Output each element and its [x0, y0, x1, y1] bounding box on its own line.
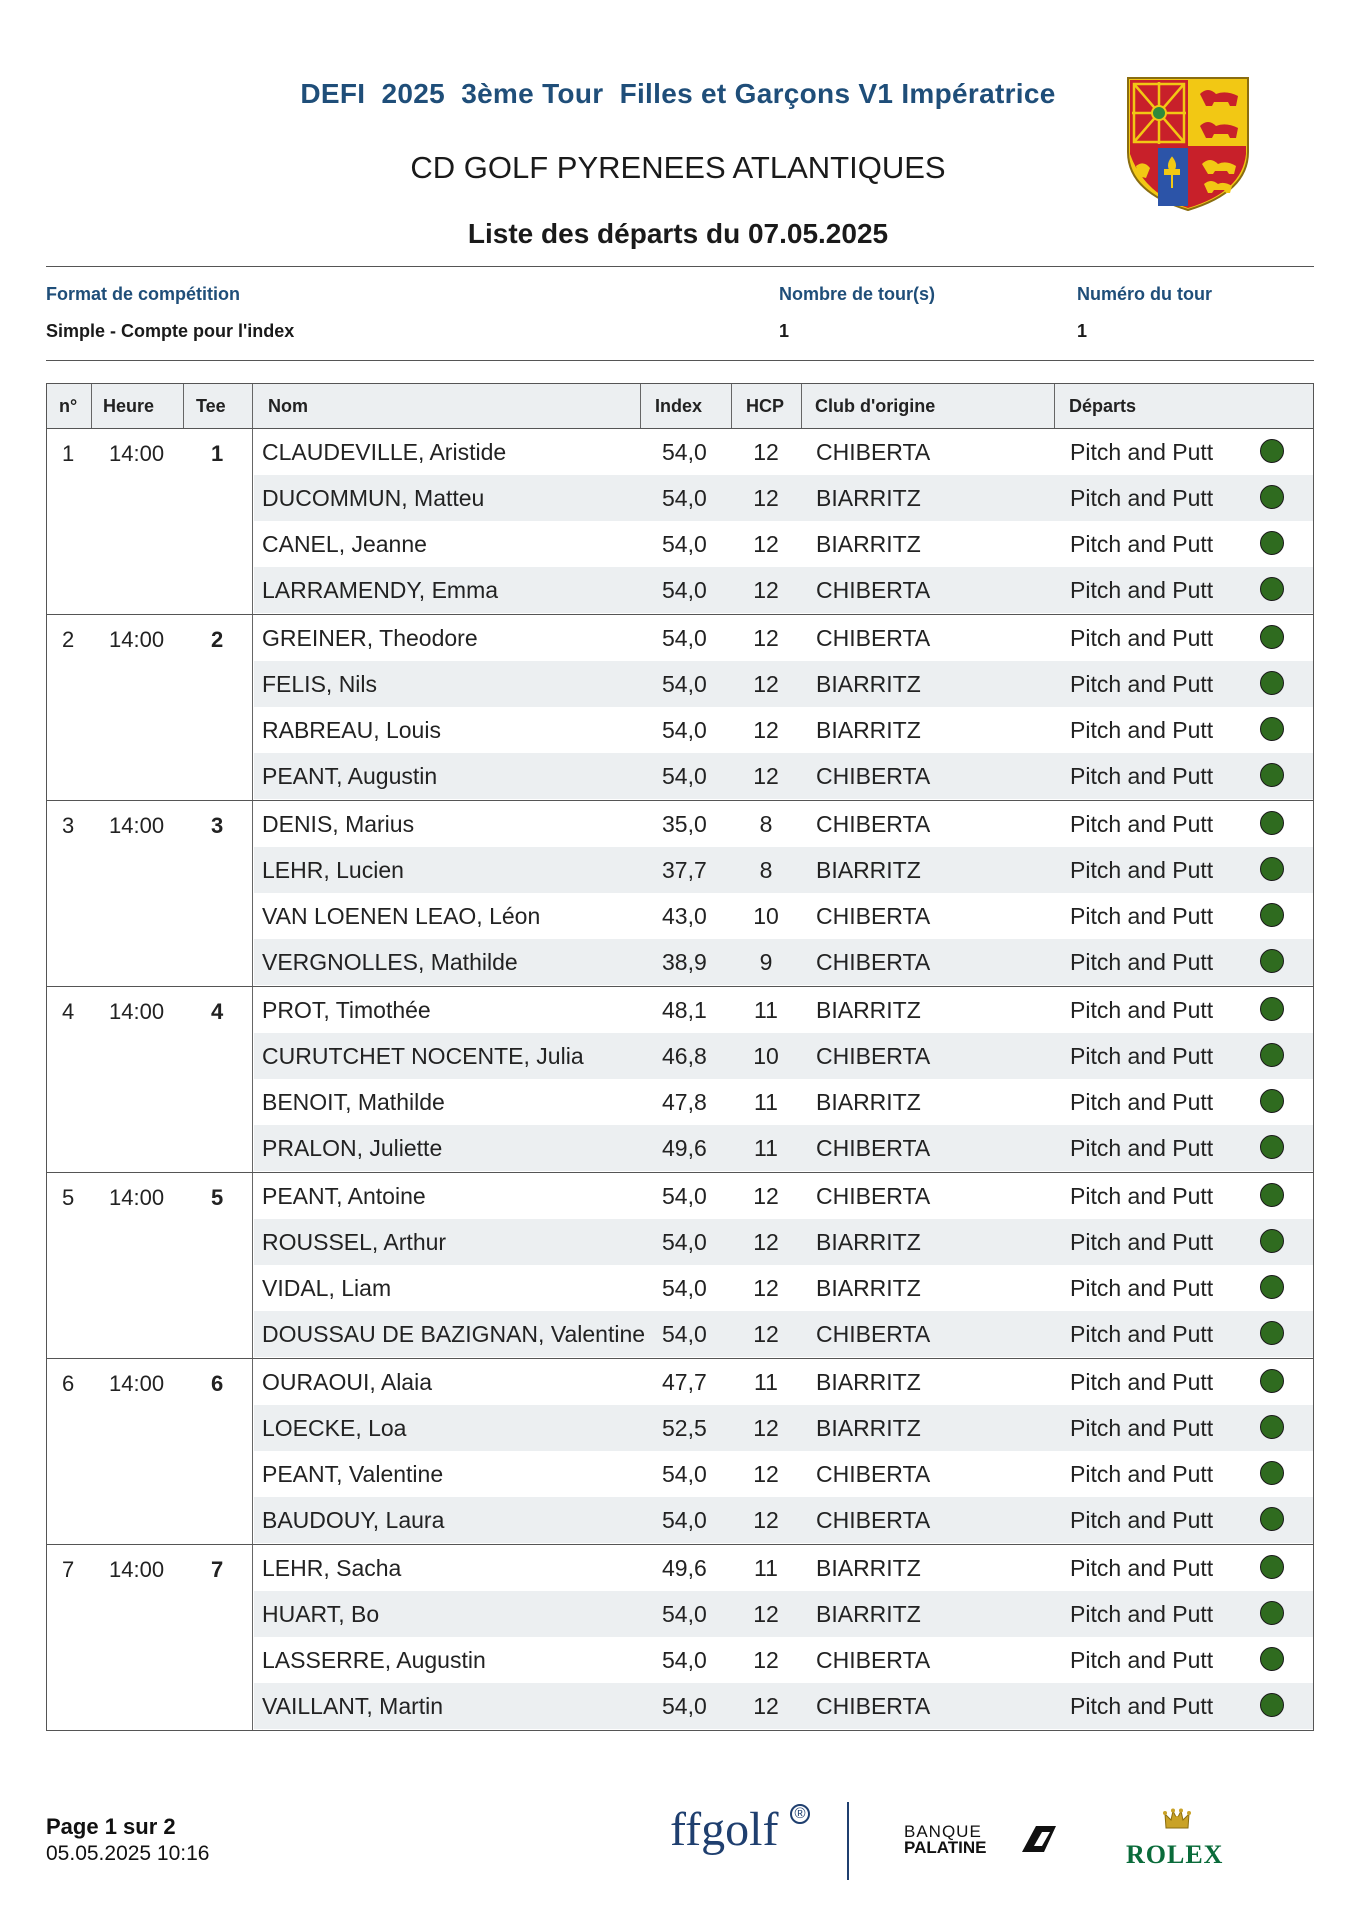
player-name: BAUDOUY, Laura [262, 1507, 445, 1533]
player-index: 54,0 [662, 1693, 707, 1719]
col-header-name: Nom [268, 396, 308, 416]
player-name: PEANT, Augustin [262, 763, 438, 789]
player-departure: Pitch and Putt [1070, 577, 1214, 603]
player-index: 54,0 [662, 531, 707, 557]
rounds-value: 1 [779, 321, 790, 341]
player-name: PROT, Timothée [262, 997, 431, 1023]
col-header-hcp: HCP [746, 396, 785, 416]
player-departure: Pitch and Putt [1070, 485, 1214, 511]
format-value: Simple - Compte pour l'index [46, 321, 295, 341]
status-dot-icon [1260, 811, 1284, 835]
sponsor-divider [847, 1802, 849, 1880]
player-hcp: 10 [753, 1043, 779, 1069]
table-row [254, 1683, 1313, 1729]
player-departure: Pitch and Putt [1070, 439, 1214, 465]
player-departure: Pitch and Putt [1070, 1089, 1214, 1115]
player-departure: Pitch and Putt [1070, 1461, 1214, 1487]
player-departure: Pitch and Putt [1070, 1229, 1214, 1255]
player-name: CANEL, Jeanne [262, 531, 427, 557]
group-tee: 6 [211, 1371, 224, 1396]
player-name: VIDAL, Liam [262, 1275, 392, 1301]
player-index: 49,6 [662, 1555, 707, 1581]
column-divider [91, 384, 92, 428]
player-club: BIARRITZ [816, 1555, 921, 1581]
player-hcp: 12 [753, 439, 779, 465]
group-time: 14:00 [109, 1557, 165, 1582]
player-name: ROUSSEL, Arthur [262, 1229, 447, 1255]
player-index: 54,0 [662, 485, 707, 511]
player-club: BIARRITZ [816, 857, 921, 883]
player-hcp: 12 [753, 1507, 779, 1533]
player-index: 54,0 [662, 1321, 707, 1347]
player-club: BIARRITZ [816, 1601, 921, 1627]
player-departure: Pitch and Putt [1070, 1135, 1214, 1161]
status-dot-icon [1260, 1415, 1284, 1439]
player-club: CHIBERTA [816, 1507, 931, 1533]
player-departure: Pitch and Putt [1070, 1275, 1214, 1301]
player-index: 54,0 [662, 1183, 707, 1209]
status-dot-icon [1260, 997, 1284, 1021]
player-name: VERGNOLLES, Mathilde [262, 949, 518, 975]
table-row [254, 1173, 1313, 1219]
player-index: 54,0 [662, 1461, 707, 1487]
player-departure: Pitch and Putt [1070, 531, 1214, 557]
player-club: BIARRITZ [816, 1089, 921, 1115]
table-row [254, 1545, 1313, 1591]
player-hcp: 12 [753, 1647, 779, 1673]
player-index: 54,0 [662, 1229, 707, 1255]
player-club: CHIBERTA [816, 1183, 931, 1209]
player-hcp: 12 [753, 485, 779, 511]
player-hcp: 12 [753, 1601, 779, 1627]
status-dot-icon [1260, 1461, 1284, 1485]
table-row [254, 707, 1313, 753]
player-index: 43,0 [662, 903, 707, 929]
group-divider [252, 615, 253, 800]
group-tee: 2 [211, 627, 224, 652]
rounds-label: Nombre de tour(s) [779, 284, 936, 304]
start-list-table [46, 383, 1314, 1731]
group-time: 14:00 [109, 441, 165, 466]
player-departure: Pitch and Putt [1070, 949, 1214, 975]
tee-group [47, 1173, 1313, 1359]
group-time: 14:00 [109, 1371, 165, 1396]
column-divider [1054, 384, 1055, 428]
tee-group [47, 1545, 1313, 1730]
table-row [254, 1637, 1313, 1683]
banque-palatine-logo-icon [1018, 1822, 1058, 1856]
player-name: RABREAU, Louis [262, 717, 441, 743]
table-row [254, 615, 1313, 661]
info-rule [46, 360, 1314, 361]
status-dot-icon [1260, 949, 1284, 973]
table-row [254, 939, 1313, 985]
group-number: 1 [62, 441, 75, 466]
tee-group [47, 987, 1313, 1173]
player-hcp: 11 [754, 1089, 778, 1115]
status-dot-icon [1260, 1369, 1284, 1393]
player-departure: Pitch and Putt [1070, 1555, 1214, 1581]
player-index: 54,0 [662, 1507, 707, 1533]
table-row [254, 1451, 1313, 1497]
start-list-heading: Liste des départs du 07.05.2025 [467, 218, 889, 249]
player-club: BIARRITZ [816, 485, 921, 511]
player-departure: Pitch and Putt [1070, 1321, 1214, 1347]
group-number: 6 [62, 1371, 75, 1396]
player-departure: Pitch and Putt [1070, 903, 1214, 929]
status-dot-icon [1260, 1321, 1284, 1345]
round-number-label: Numéro du tour [1077, 284, 1212, 304]
col-header-time: Heure [103, 396, 155, 416]
player-club: BIARRITZ [816, 1229, 921, 1255]
player-hcp: 11 [754, 1555, 778, 1581]
player-club: CHIBERTA [816, 1321, 931, 1347]
player-hcp: 12 [753, 1693, 779, 1719]
player-club: BIARRITZ [816, 717, 921, 743]
player-hcp: 12 [753, 1229, 779, 1255]
banque-palatine-logo-line1: BANQUE [904, 1822, 982, 1841]
player-club: CHIBERTA [816, 811, 931, 837]
status-dot-icon [1260, 1647, 1284, 1671]
status-dot-icon [1260, 763, 1284, 787]
rolex-crown-icon [1163, 1808, 1191, 1832]
player-index: 54,0 [662, 577, 707, 603]
format-label: Format de compétition [46, 284, 241, 304]
player-departure: Pitch and Putt [1070, 997, 1214, 1023]
table-row [254, 1079, 1313, 1125]
player-index: 38,9 [662, 949, 707, 975]
player-departure: Pitch and Putt [1070, 1693, 1214, 1719]
player-index: 54,0 [662, 439, 707, 465]
table-row [254, 661, 1313, 707]
player-name: GREINER, Theodore [262, 625, 478, 651]
group-time: 14:00 [109, 999, 165, 1024]
player-club: BIARRITZ [816, 1275, 921, 1301]
player-name: PEANT, Antoine [262, 1183, 426, 1209]
column-divider [252, 384, 253, 428]
table-row [254, 567, 1313, 613]
player-name: LOECKE, Loa [262, 1415, 407, 1441]
table-body [47, 429, 1313, 1730]
player-departure: Pitch and Putt [1070, 1043, 1214, 1069]
status-dot-icon [1260, 1555, 1284, 1579]
player-index: 52,5 [662, 1415, 707, 1441]
table-header [47, 384, 1313, 429]
player-index: 35,0 [662, 811, 707, 837]
table-row [254, 1125, 1313, 1171]
column-divider [640, 384, 641, 428]
page-number: Page 1 sur 2 [46, 1814, 176, 1839]
group-time: 14:00 [109, 813, 165, 838]
table-row [254, 753, 1313, 799]
player-name: VAN LOENEN LEAO, Léon [262, 903, 541, 929]
player-hcp: 12 [753, 763, 779, 789]
col-header-departs: Départs [1069, 396, 1137, 416]
group-divider [252, 1173, 253, 1358]
tee-group [47, 801, 1313, 987]
player-club: CHIBERTA [816, 625, 931, 651]
table-row [254, 893, 1313, 939]
player-hcp: 12 [753, 1415, 779, 1441]
table-row [254, 1219, 1313, 1265]
document-title: DEFI 2025 3ème Tour Filles et Garçons V1 Impératrice [300, 78, 1056, 109]
ffgolf-logo: ffgolf [670, 1803, 779, 1856]
player-index: 49,6 [662, 1135, 707, 1161]
player-hcp: 11 [754, 1135, 778, 1161]
player-hcp: 8 [759, 857, 773, 883]
group-number: 4 [62, 999, 75, 1024]
player-club: CHIBERTA [816, 1647, 931, 1673]
col-header-index: Index [655, 396, 703, 416]
status-dot-icon [1260, 903, 1284, 927]
player-hcp: 12 [753, 531, 779, 557]
player-hcp: 12 [753, 577, 779, 603]
player-departure: Pitch and Putt [1070, 1415, 1214, 1441]
status-dot-icon [1260, 1507, 1284, 1531]
group-tee: 4 [211, 999, 224, 1024]
player-departure: Pitch and Putt [1070, 625, 1214, 651]
group-divider [252, 801, 253, 986]
table-row [254, 521, 1313, 567]
group-tee: 3 [211, 813, 224, 838]
table-row [254, 1405, 1313, 1451]
player-club: CHIBERTA [816, 1043, 931, 1069]
col-header-club: Club d'origine [815, 396, 936, 416]
player-hcp: 11 [754, 997, 778, 1023]
tee-group [47, 429, 1313, 615]
status-dot-icon [1260, 439, 1284, 463]
col-header-number: n° [59, 396, 78, 416]
player-club: CHIBERTA [816, 763, 931, 789]
player-name: CURUTCHET NOCENTE, Julia [262, 1043, 584, 1069]
table-row [254, 1591, 1313, 1637]
player-club: CHIBERTA [816, 1461, 931, 1487]
status-dot-icon [1260, 531, 1284, 555]
player-index: 54,0 [662, 671, 707, 697]
player-club: CHIBERTA [816, 1693, 931, 1719]
banque-palatine-logo-line2: PALATINE [904, 1838, 987, 1857]
rolex-logo: ROLEX [1126, 1840, 1224, 1869]
table-row [254, 1497, 1313, 1543]
player-departure: Pitch and Putt [1070, 1183, 1214, 1209]
print-date: 05.05.2025 10:16 [46, 1842, 210, 1865]
group-number: 2 [62, 627, 75, 652]
player-name: DENIS, Marius [262, 811, 415, 837]
player-name: FELIS, Nils [262, 671, 378, 697]
player-departure: Pitch and Putt [1070, 717, 1214, 743]
player-club: CHIBERTA [816, 577, 931, 603]
player-name: HUART, Bo [262, 1601, 380, 1627]
player-hcp: 10 [753, 903, 779, 929]
player-name: DUCOMMUN, Matteu [262, 485, 485, 511]
player-index: 48,1 [662, 997, 707, 1023]
player-name: LASSERRE, Augustin [262, 1647, 486, 1673]
player-name: BENOIT, Mathilde [262, 1089, 445, 1115]
coat-of-arms-logo [1124, 74, 1252, 214]
group-divider [252, 1359, 253, 1544]
status-dot-icon [1260, 1089, 1284, 1113]
player-name: PEANT, Valentine [262, 1461, 444, 1487]
player-departure: Pitch and Putt [1070, 1507, 1214, 1533]
group-tee: 5 [211, 1185, 224, 1210]
player-index: 54,0 [662, 625, 707, 651]
tee-group [47, 615, 1313, 801]
player-name: DOUSSAU DE BAZIGNAN, Valentine [262, 1321, 646, 1347]
player-name: PRALON, Juliette [262, 1135, 443, 1161]
group-number: 3 [62, 813, 75, 838]
player-club: CHIBERTA [816, 439, 931, 465]
organizer-name: CD GOLF PYRENEES ATLANTIQUES [410, 150, 946, 185]
player-hcp: 8 [759, 811, 773, 837]
table-row [254, 987, 1313, 1033]
player-index: 47,8 [662, 1089, 707, 1115]
player-hcp: 12 [753, 1321, 779, 1347]
player-name: VAILLANT, Martin [262, 1693, 444, 1719]
status-dot-icon [1260, 671, 1284, 695]
player-hcp: 12 [753, 625, 779, 651]
player-departure: Pitch and Putt [1070, 1601, 1214, 1627]
player-club: BIARRITZ [816, 1415, 921, 1441]
status-dot-icon [1260, 1601, 1284, 1625]
column-divider [731, 384, 732, 428]
player-departure: Pitch and Putt [1070, 671, 1214, 697]
table-row [254, 1265, 1313, 1311]
player-name: OURAOUI, Alaia [262, 1369, 432, 1395]
player-club: CHIBERTA [816, 949, 931, 975]
group-divider [252, 429, 253, 614]
player-club: BIARRITZ [816, 1369, 921, 1395]
group-time: 14:00 [109, 627, 165, 652]
player-hcp: 12 [753, 717, 779, 743]
status-dot-icon [1260, 1229, 1284, 1253]
table-row [254, 1033, 1313, 1079]
player-hcp: 12 [753, 1275, 779, 1301]
table-row [254, 847, 1313, 893]
status-dot-icon [1260, 1043, 1284, 1067]
group-number: 5 [62, 1185, 75, 1210]
player-name: CLAUDEVILLE, Aristide [262, 439, 507, 465]
player-club: CHIBERTA [816, 903, 931, 929]
tee-group [47, 1359, 1313, 1545]
player-name: LEHR, Lucien [262, 857, 404, 883]
status-dot-icon [1260, 1135, 1284, 1159]
player-hcp: 9 [759, 949, 773, 975]
player-departure: Pitch and Putt [1070, 1647, 1214, 1673]
player-hcp: 12 [753, 1461, 779, 1487]
header-rule [46, 266, 1314, 267]
player-club: BIARRITZ [816, 671, 921, 697]
group-tee: 7 [211, 1557, 224, 1582]
player-index: 46,8 [662, 1043, 707, 1069]
player-index: 54,0 [662, 1275, 707, 1301]
group-time: 14:00 [109, 1185, 165, 1210]
player-index: 37,7 [662, 857, 707, 883]
player-hcp: 12 [753, 1183, 779, 1209]
player-name: LARRAMENDY, Emma [262, 577, 499, 603]
status-dot-icon [1260, 1693, 1284, 1717]
table-row [254, 429, 1313, 475]
status-dot-icon [1260, 1275, 1284, 1299]
group-divider [252, 1545, 253, 1730]
status-dot-icon [1260, 717, 1284, 741]
col-header-tee: Tee [196, 396, 226, 416]
player-index: 54,0 [662, 763, 707, 789]
table-row [254, 1359, 1313, 1405]
player-club: BIARRITZ [816, 997, 921, 1023]
player-hcp: 12 [753, 671, 779, 697]
table-row [254, 801, 1313, 847]
ffgolf-logo-mark: ® [790, 1804, 810, 1824]
player-departure: Pitch and Putt [1070, 1369, 1214, 1395]
player-index: 54,0 [662, 1647, 707, 1673]
column-divider [801, 384, 802, 428]
player-index: 54,0 [662, 1601, 707, 1627]
player-index: 54,0 [662, 717, 707, 743]
status-dot-icon [1260, 485, 1284, 509]
status-dot-icon [1260, 625, 1284, 649]
player-club: BIARRITZ [816, 531, 921, 557]
player-departure: Pitch and Putt [1070, 811, 1214, 837]
column-divider [183, 384, 184, 428]
player-departure: Pitch and Putt [1070, 857, 1214, 883]
group-number: 7 [62, 1557, 75, 1582]
round-number-value: 1 [1077, 321, 1088, 341]
table-row [254, 475, 1313, 521]
status-dot-icon [1260, 577, 1284, 601]
player-club: CHIBERTA [816, 1135, 931, 1161]
group-tee: 1 [211, 441, 224, 466]
status-dot-icon [1260, 1183, 1284, 1207]
table-row [254, 1311, 1313, 1357]
player-hcp: 11 [754, 1369, 778, 1395]
group-divider [252, 987, 253, 1172]
player-departure: Pitch and Putt [1070, 763, 1214, 789]
status-dot-icon [1260, 857, 1284, 881]
player-name: LEHR, Sacha [262, 1555, 402, 1581]
player-index: 47,7 [662, 1369, 707, 1395]
